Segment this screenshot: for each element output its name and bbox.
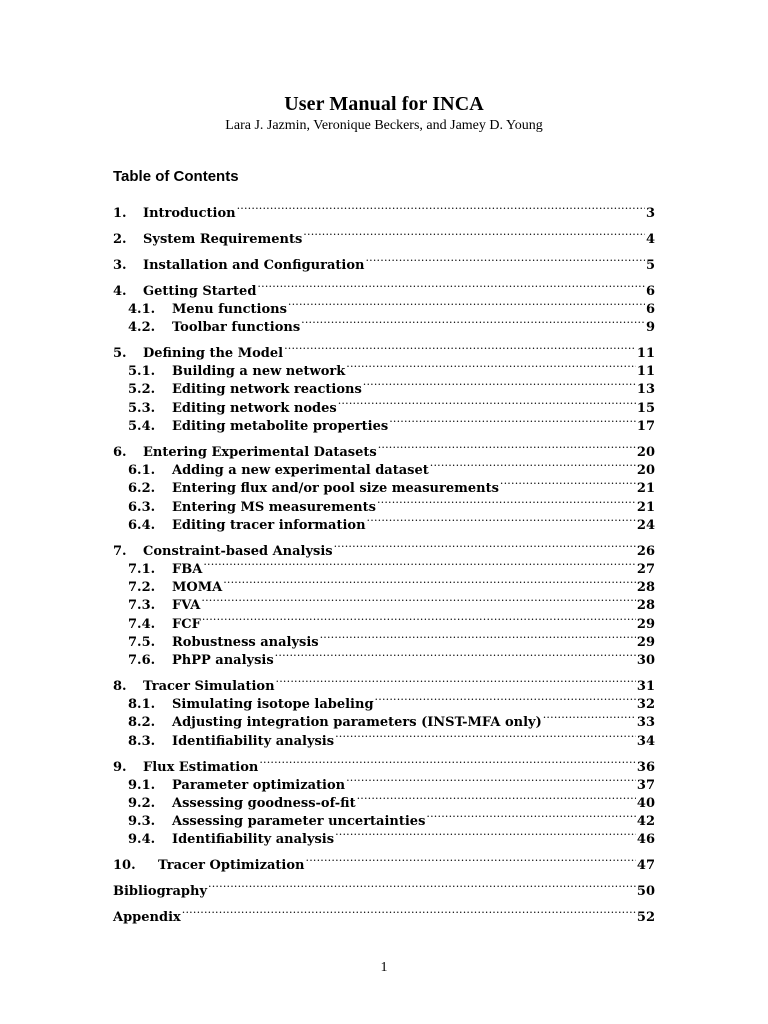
toc-dot-leader (367, 511, 636, 529)
toc-dot-leader (430, 456, 636, 474)
toc-entry-page: 24 (636, 518, 655, 533)
toc-entry-page: 21 (636, 481, 655, 496)
toc-dot-leader (202, 610, 636, 628)
toc-dot-leader (306, 851, 636, 869)
toc-entry[interactable] (113, 357, 655, 379)
toc-entry[interactable] (113, 573, 655, 595)
toc-entry-label: System Requirements (143, 232, 303, 247)
toc-heading: Table of Contents (113, 168, 239, 185)
toc-entry-page: 15 (636, 401, 655, 416)
toc-entry[interactable] (113, 537, 655, 559)
toc-entry[interactable] (113, 610, 655, 632)
toc-entry[interactable] (113, 555, 655, 577)
toc-entry[interactable] (113, 690, 655, 712)
toc-entry-label: Defining the Model (143, 346, 284, 361)
toc-entry-page: 3 (645, 206, 655, 221)
toc-dot-leader (500, 474, 636, 492)
toc-entry[interactable] (113, 511, 655, 533)
toc-dot-leader (303, 225, 645, 243)
toc-dot-leader (276, 672, 636, 690)
toc-entry-label: MOMA (172, 580, 223, 595)
toc-dot-leader (288, 295, 645, 313)
toc-entry[interactable] (113, 825, 655, 847)
toc-dot-leader (338, 394, 636, 412)
toc-entry-page: 5 (645, 258, 655, 273)
toc-entry-label: FCF (172, 617, 201, 632)
toc-entry-label: Adjusting integration parameters (INST-MFA only) (172, 715, 542, 730)
toc-dot-leader (284, 339, 636, 357)
toc-entry-page: 36 (636, 760, 655, 775)
toc-entry-page: 33 (636, 715, 655, 730)
toc-entry-page: 6 (645, 302, 655, 317)
toc-dot-leader (335, 727, 636, 745)
toc-entry-number: 6.2. (128, 481, 156, 496)
toc-entry-page: 42 (636, 814, 655, 829)
toc-entry-page: 32 (636, 697, 655, 712)
toc-entry-number: 5.2. (128, 382, 156, 397)
toc-entry-label: Identifiability analysis (172, 734, 335, 749)
toc-entry-number: 4. (113, 284, 127, 299)
toc-entry-number: 8.2. (128, 715, 156, 730)
toc-entry-number: 6.3. (128, 500, 156, 515)
toc-entry[interactable] (113, 199, 655, 221)
toc-entry[interactable] (113, 591, 655, 613)
toc-entry-number: 1. (113, 206, 127, 221)
toc-entry-number: 8.1. (128, 697, 156, 712)
toc-entry[interactable] (113, 708, 655, 730)
toc-entry-number: 8. (113, 679, 127, 694)
toc-entry-label: Appendix (113, 910, 181, 925)
toc-entry-page: 20 (636, 445, 655, 460)
toc-entry-page: 11 (636, 364, 655, 379)
toc-entry[interactable] (113, 225, 655, 247)
toc-entry-label: FVA (172, 598, 201, 613)
toc-dot-leader (301, 313, 645, 331)
toc-entry-number: 6.4. (128, 518, 156, 533)
toc-entry-label: Identifiability analysis (172, 832, 335, 847)
toc-entry-number: 8.3. (128, 734, 156, 749)
toc-entry-label: Entering flux and/or pool size measurements (172, 481, 499, 496)
toc-dot-leader (365, 251, 644, 269)
toc-entry-label: FBA (172, 562, 203, 577)
toc-dot-leader (257, 277, 645, 295)
toc-entry-number: 7.6. (128, 653, 156, 668)
toc-entry-page: 4 (645, 232, 655, 247)
toc-dot-leader (378, 438, 636, 456)
toc-entry[interactable] (113, 277, 655, 299)
toc-entry-label: Constraint-based Analysis (143, 544, 333, 559)
toc-entry-number: 7.4. (128, 617, 156, 632)
toc-entry-page: 52 (636, 910, 655, 925)
toc-dot-leader (320, 628, 636, 646)
toc-dot-leader (237, 199, 645, 217)
toc-entry-label: Simulating isotope labeling (172, 697, 374, 712)
toc-entry-label: Toolbar functions (172, 320, 301, 335)
toc-entry-page: 20 (636, 463, 655, 478)
toc-entry-label: Building a new network (172, 364, 346, 379)
toc-entry-page: 27 (636, 562, 655, 577)
toc-entry[interactable] (113, 251, 655, 273)
toc-entry[interactable] (113, 339, 655, 361)
toc-entry[interactable] (113, 646, 655, 668)
toc-entry[interactable] (113, 628, 655, 650)
document-authors: Lara J. Jazmin, Veronique Beckers, and Jamey D. Young (225, 118, 543, 133)
toc-entry-label: Bibliography (113, 884, 208, 899)
toc-entry-page: 29 (636, 635, 655, 650)
toc-entry-label: Introduction (143, 206, 236, 221)
toc-dot-leader (346, 357, 636, 375)
toc-dot-leader (543, 708, 636, 726)
toc-entry[interactable] (113, 877, 655, 899)
toc-entry-label: Flux Estimation (143, 760, 259, 775)
toc-entry-page: 11 (636, 346, 655, 361)
toc-dot-leader (203, 555, 636, 573)
page-number: 1 (380, 960, 388, 975)
toc-entry-number: 7.3. (128, 598, 156, 613)
toc-entry-number: 2. (113, 232, 127, 247)
toc-entry-number: 5. (113, 346, 127, 361)
toc-dot-leader (377, 493, 636, 511)
toc-entry[interactable] (113, 493, 655, 515)
toc-entry-label: Editing tracer information (172, 518, 366, 533)
toc-entry[interactable] (113, 851, 655, 873)
toc-entry-label: Editing metabolite properties (172, 419, 389, 434)
toc-dot-leader (259, 753, 636, 771)
toc-entry-page: 6 (645, 284, 655, 299)
toc-dot-leader (182, 903, 636, 921)
toc-entry[interactable] (113, 807, 655, 829)
toc-dot-leader (357, 789, 636, 807)
toc-entry[interactable] (113, 753, 655, 775)
toc-entry[interactable] (113, 672, 655, 694)
toc-entry-label: Entering Experimental Datasets (143, 445, 377, 460)
toc-entry[interactable] (113, 903, 655, 925)
toc-entry-label: Installation and Configuration (143, 258, 365, 273)
toc-entry[interactable] (113, 394, 655, 416)
toc-entry-page: 50 (636, 884, 655, 899)
toc-entry-number: 7.1. (128, 562, 156, 577)
toc-entry-number: 9.2. (128, 796, 156, 811)
toc-entry[interactable] (113, 727, 655, 749)
toc-entry-page: 37 (636, 778, 655, 793)
toc-entry-number: 9.3. (128, 814, 156, 829)
toc-entry-page: 28 (636, 580, 655, 595)
toc-entry-page: 26 (636, 544, 655, 559)
toc-dot-leader (334, 537, 636, 555)
toc-dot-leader (275, 646, 636, 664)
toc-entry-page: 31 (636, 679, 655, 694)
toc-entry-number: 7.5. (128, 635, 156, 650)
toc-entry-label: Parameter optimization (172, 778, 346, 793)
toc-entry-number: 9. (113, 760, 127, 775)
toc-dot-leader (363, 375, 636, 393)
toc-entry-page: 46 (636, 832, 655, 847)
toc-entry-page: 21 (636, 500, 655, 515)
toc-entry-label: Robustness analysis (172, 635, 319, 650)
toc-entry-number: 9.4. (128, 832, 156, 847)
toc-entry-number: 10. (113, 858, 136, 873)
toc-dot-leader (335, 825, 636, 843)
toc-entry-label: PhPP analysis (172, 653, 274, 668)
toc-entry-label: Assessing goodness-of-fit (172, 796, 356, 811)
toc-entry-number: 5.3. (128, 401, 156, 416)
toc-dot-leader (389, 412, 636, 430)
toc-entry-label: Adding a new experimental dataset (172, 463, 429, 478)
toc-entry-number: 7. (113, 544, 127, 559)
toc-entry-page: 28 (636, 598, 655, 613)
toc-entry-page: 13 (636, 382, 655, 397)
toc-entry-page: 17 (636, 419, 655, 434)
toc-entry[interactable] (113, 295, 655, 317)
toc-entry-page: 9 (645, 320, 655, 335)
toc-dot-leader (346, 771, 636, 789)
toc-entry-number: 6. (113, 445, 127, 460)
toc-entry-page: 40 (636, 796, 655, 811)
toc-entry[interactable] (113, 771, 655, 793)
toc-entry-page: 34 (636, 734, 655, 749)
toc-entry-label: Tracer Simulation (143, 679, 275, 694)
toc-entry-label: Menu functions (172, 302, 287, 317)
toc-dot-leader (201, 591, 636, 609)
toc-entry-label: Editing network nodes (172, 401, 337, 416)
toc-entry-number: 3. (113, 258, 127, 273)
toc-entry[interactable] (113, 456, 655, 478)
toc-entry[interactable] (113, 412, 655, 434)
toc-entry-label: Getting Started (143, 284, 257, 299)
toc-entry-number: 6.1. (128, 463, 156, 478)
toc-entry-page: 29 (636, 617, 655, 632)
toc-entry[interactable] (113, 375, 655, 397)
toc-dot-leader (208, 877, 636, 895)
toc-dot-leader (426, 807, 636, 825)
toc-entry-number: 4.2. (128, 320, 156, 335)
toc-entry[interactable] (113, 789, 655, 811)
toc-entry-number: 7.2. (128, 580, 156, 595)
toc-entry-label: Assessing parameter uncertainties (172, 814, 426, 829)
toc-entry-label: Editing network reactions (172, 382, 362, 397)
toc-dot-leader (375, 690, 636, 708)
toc-entry-number: 5.1. (128, 364, 156, 379)
toc-entry-page: 47 (636, 858, 655, 873)
document-title: User Manual for INCA (284, 93, 484, 115)
toc-entry-number: 4.1. (128, 302, 156, 317)
toc-entry-label: Entering MS measurements (172, 500, 376, 515)
toc-dot-leader (223, 573, 636, 591)
toc-entry-label: Tracer Optimization (158, 858, 305, 873)
toc-entry-number: 9.1. (128, 778, 156, 793)
toc-entry[interactable] (113, 438, 655, 460)
toc-entry[interactable] (113, 313, 655, 335)
toc-entry-number: 5.4. (128, 419, 156, 434)
toc-entry[interactable] (113, 474, 655, 496)
toc-entry-page: 30 (636, 653, 655, 668)
